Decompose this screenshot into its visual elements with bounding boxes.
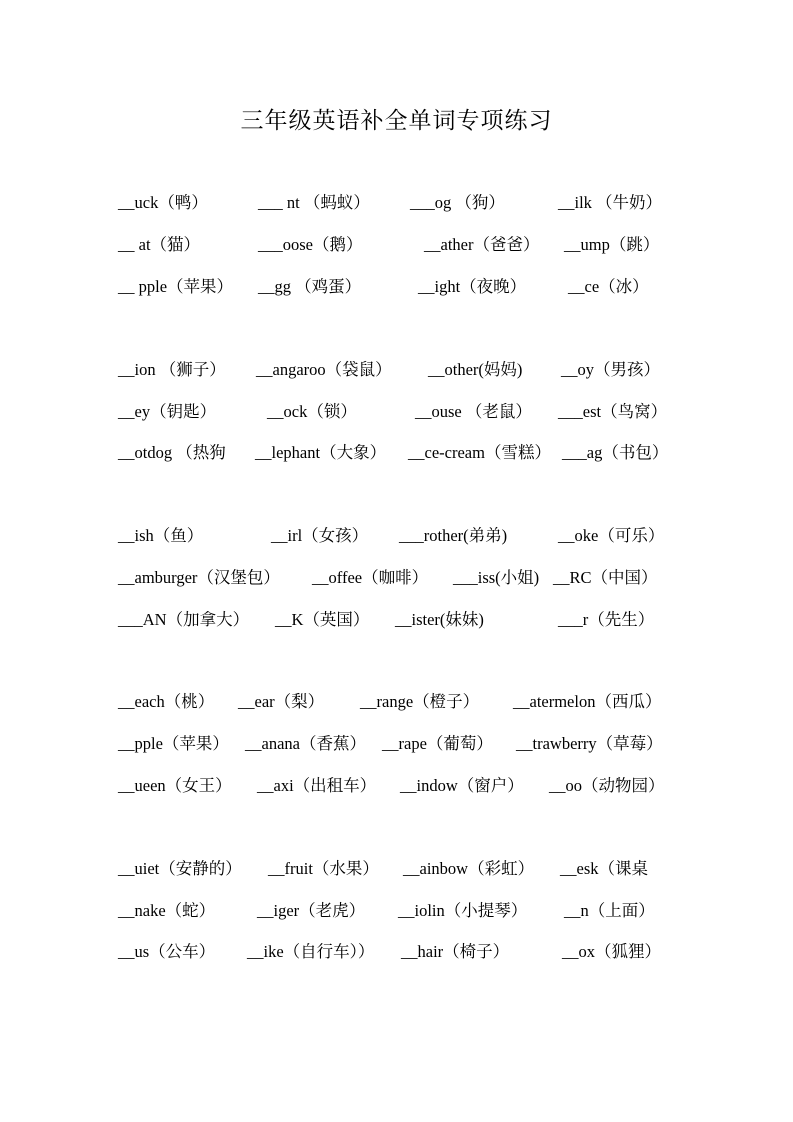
exercise-row: [118, 730, 698, 754]
word-blank-item: __iolin（小提琴）: [398, 901, 528, 920]
word-blank-item: ___rother(弟弟): [399, 526, 508, 545]
word-blank-item: __ce（冰）: [568, 277, 649, 296]
word-blank-item: __range（橙子）: [360, 692, 480, 711]
word-blank-item: __oke（可乐）: [558, 526, 665, 545]
word-blank-item: __ouse （老鼠）: [415, 402, 532, 421]
word-blank-item: __ike（自行车））: [247, 942, 375, 961]
word-blank-item: __ish（鱼）: [118, 526, 204, 545]
word-blank-item: __ather（爸爸）: [424, 235, 540, 254]
exercise-row: [118, 398, 698, 422]
exercise-row: [118, 855, 698, 879]
word-blank-item: __ister(妹妹): [395, 610, 484, 629]
exercise-row: [118, 273, 698, 297]
exercise-row: [118, 231, 698, 255]
word-blank-item: __otdog （热狗: [118, 443, 226, 462]
word-blank-item: __angaroo（袋鼠）: [256, 360, 392, 379]
exercise-row: [118, 564, 698, 588]
word-blank-item: ___AN（加拿大）: [118, 610, 250, 629]
exercise-row: [118, 189, 698, 213]
word-blank-item: __ilk （牛奶）: [558, 193, 663, 212]
word-blank-item: __ueen（女王）: [118, 776, 232, 795]
word-blank-item: __trawberry（草莓）: [516, 734, 663, 753]
word-blank-item: __ey（钥匙）: [118, 402, 217, 421]
word-blank-item: __offee（咖啡）: [312, 568, 429, 587]
exercise-row: [118, 688, 698, 712]
word-blank-item: __rape（葡萄）: [382, 734, 493, 753]
word-blank-item: __ce-cream（雪糕）: [408, 443, 551, 462]
word-blank-item: __each（桃）: [118, 692, 215, 711]
word-blank-item: __iger（老虎）: [257, 901, 366, 920]
word-blank-item: __hair（椅子）: [401, 942, 510, 961]
word-blank-item: __fruit（水果）: [268, 859, 379, 878]
word-blank-item: __irl（女孩）: [271, 526, 369, 545]
word-blank-item: __ox（狐狸）: [562, 942, 661, 961]
word-blank-item: __anana（香蕉）: [245, 734, 366, 753]
word-blank-item: ___r（先生）: [558, 610, 655, 629]
word-blank-item: __n（上面）: [564, 901, 655, 920]
word-blank-item: __ pple（苹果）: [118, 277, 234, 296]
word-blank-item: __ear（梨）: [238, 692, 325, 711]
word-blank-item: ___ag（书包）: [562, 443, 669, 462]
word-blank-item: __gg （鸡蛋）: [258, 277, 362, 296]
word-blank-item: __axi（出租车）: [257, 776, 377, 795]
word-blank-item: __us（公车）: [118, 942, 216, 961]
word-blank-item: __K（英国）: [275, 610, 370, 629]
word-blank-item: __indow（窗户）: [400, 776, 524, 795]
word-blank-item: __oo（动物园）: [549, 776, 665, 795]
word-blank-item: __ump（跳）: [564, 235, 660, 254]
word-blank-item: __pple（苹果）: [118, 734, 229, 753]
word-blank-item: __uck（鸭）: [118, 193, 208, 212]
exercise-row: [118, 897, 698, 921]
word-blank-item: ___iss(小姐): [453, 568, 540, 587]
word-blank-item: ___oose（鹅）: [258, 235, 363, 254]
exercise-row: [118, 356, 698, 380]
word-blank-item: ___og （狗）: [410, 193, 505, 212]
word-blank-item: __other(妈妈): [428, 360, 523, 379]
word-blank-item: ___est（鸟窝）: [558, 402, 668, 421]
page-title: 三年级英语补全单词专项练习: [240, 108, 553, 133]
word-blank-item: __esk（课桌: [560, 859, 648, 878]
word-blank-item: __ion （狮子）: [118, 360, 226, 379]
word-blank-item: __nake（蛇）: [118, 901, 216, 920]
exercise-row: [118, 938, 698, 962]
word-blank-item: __RC（中国）: [553, 568, 658, 587]
exercise-row: [118, 606, 698, 630]
word-blank-item: __uiet（安静的）: [118, 859, 242, 878]
word-blank-item: __lephant（大象）: [255, 443, 387, 462]
word-blank-item: __oy（男孩）: [561, 360, 660, 379]
word-blank-item: __amburger（汉堡包）: [118, 568, 280, 587]
exercise-row: [118, 439, 698, 463]
word-blank-item: __ at（猫）: [118, 235, 201, 254]
word-blank-item: __ock（锁）: [267, 402, 357, 421]
exercise-row: [118, 772, 698, 796]
word-blank-item: __ainbow（彩虹）: [403, 859, 535, 878]
word-blank-item: __ight（夜晚）: [418, 277, 527, 296]
word-blank-item: __atermelon（西瓜）: [513, 692, 662, 711]
exercise-row: [118, 522, 698, 546]
word-blank-item: ___ nt （蚂蚁）: [258, 193, 370, 212]
